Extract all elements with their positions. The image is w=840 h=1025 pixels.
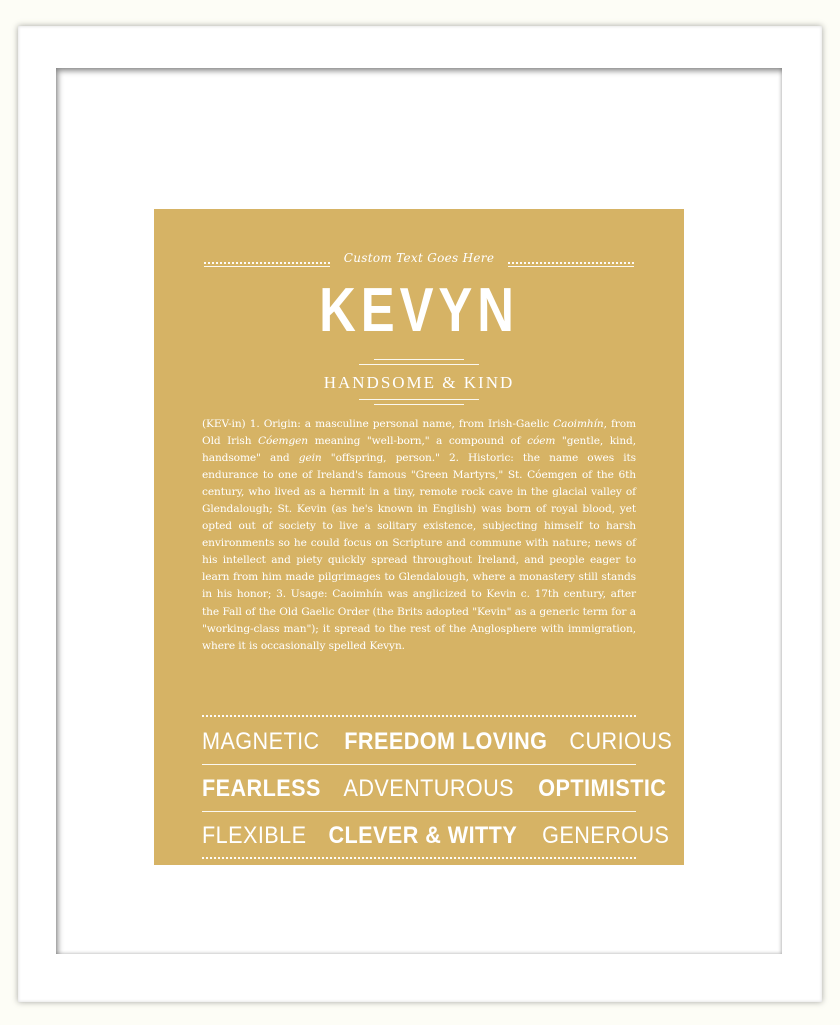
- traits-row-1: [202, 725, 673, 759]
- tagline-underline-wide: [359, 399, 479, 400]
- trait: ADVENTUROUS: [343, 775, 515, 802]
- dotted-divider-traits-top: [202, 715, 636, 717]
- trait: CLEVER & WITTY: [328, 822, 518, 849]
- traits-divider-1: [202, 764, 636, 765]
- name-definition: (KEV-in) 1. Origin: a masculine personal name, from Irish-Gaelic Caoimhín, from Old Irish Cóemgen meaning "well-born," a compound of cóem "gentle, kind, handsome" and gein "offspring, person." 2. Historic: the name owes its endurance to one of Ireland's famous "Green Martyrs," St. Cóemgen of the 6th century, who lived as a hermit in a tiny, remote rock cave in the glacial valley of Glendalough; St. Kevin (as he's known in English) was born of royal blood, yet opted out of society to live a solitary existence, subjecting himself to harsh environments so he could focus on Scripture and commune with nature; news of his intellect and piety quickly spread throughout Ireland, and people eager to learn from him made pilgrimages to Glendalough, where a monastery still stands in his honor; 3. Usage: Caoimhín was anglicized to Kevin c. 17th century, after the Fall of the Old Gaelic Order (the Brits adopted "Kevin" as a generic term for a "working-class man"); it spread to the rest of the Anglosphere with immigration, where it is occasionally spelled Kevyn.: [202, 418, 636, 652]
- name-underline-wide: [359, 364, 479, 365]
- traits-row-3: [202, 819, 670, 853]
- line-divider-left: [204, 266, 330, 267]
- picture-frame: [18, 26, 822, 1002]
- trait: OPTIMISTIC: [537, 775, 666, 802]
- pronunciation: (KEV-in): [202, 418, 246, 430]
- name-underline: [374, 359, 464, 360]
- custom-text: Custom Text Goes Here: [343, 251, 495, 265]
- dotted-divider-traits-bottom: [202, 857, 636, 859]
- trait: GENEROUS: [541, 822, 670, 849]
- traits-divider-2: [202, 811, 636, 812]
- trait: FREEDOM LOVING: [343, 728, 548, 755]
- tagline-underline: [374, 404, 464, 405]
- name-poster: [154, 209, 684, 865]
- trait: MAGNETIC: [202, 728, 320, 755]
- line-divider-right: [508, 266, 634, 267]
- traits-row-2: [202, 772, 666, 806]
- trait: FLEXIBLE: [202, 822, 307, 849]
- trait: CURIOUS: [569, 728, 673, 755]
- dotted-divider-right: [508, 262, 634, 264]
- tagline: HANDSOME & KIND: [323, 373, 515, 392]
- trait: FEARLESS: [202, 775, 321, 802]
- poster-name: KEVYN: [319, 276, 519, 345]
- frame-mat: [56, 68, 782, 954]
